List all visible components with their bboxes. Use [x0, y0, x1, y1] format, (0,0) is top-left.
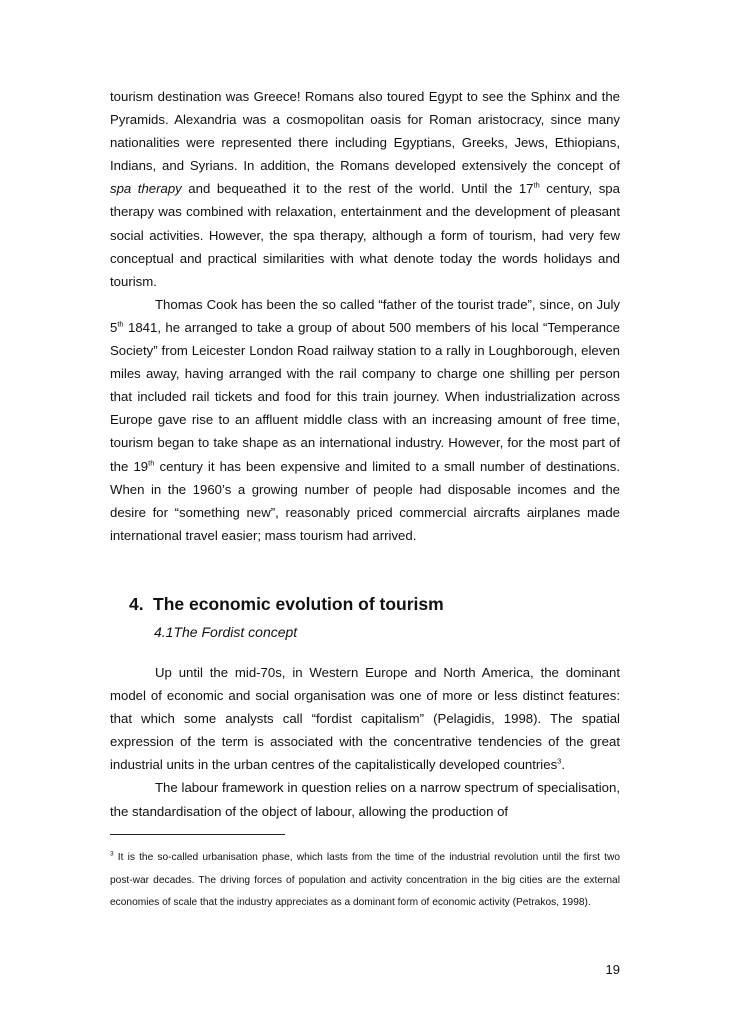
- footnote: [110, 847, 620, 915]
- paragraph-thomas-cook: [110, 293, 620, 547]
- section-number: 4.: [129, 594, 144, 614]
- page-number: 19: [605, 962, 620, 977]
- footnote-text: It is the so-called urbanisation phase, which lasts from the time of the industrial revolution until the first two post-war decades. The driving forces of population and activity concentration in the big cities are the external economies of scale that the industry appreciates as a dominant form of economic activity (Petrakos, 1998).: [110, 852, 620, 909]
- paragraph-text: and bequeathed it to the rest of the world. Until the 17: [181, 181, 534, 197]
- footnote-divider: [110, 834, 285, 835]
- paragraph-fordist: [110, 661, 620, 776]
- footnote-marker: 3: [110, 850, 114, 858]
- paragraph-text: century it has been expensive and limited to a small number of destinations. When in the 1960’s a growing number of people had disposable incomes and the desire for “something new”, reasonably priced commercial aircrafts airplanes made international travel easier; mass tourism had arrived.: [110, 458, 620, 543]
- footnote-reference: 3: [557, 756, 562, 766]
- paragraph-text: The labour framework in question relies on a narrow spectrum of specialisation, the standardisation of the object of labour, allowing the production of: [110, 780, 620, 819]
- paragraph-text: century, spa therapy was combined with relaxation, entertainment and the development of pleasant social activities. However, the spa therapy, although a form of tourism, had very few conceptual and practical similarities with what denote today the words holidays and tourism.: [110, 181, 620, 289]
- body-text-upper: [110, 85, 620, 547]
- paragraph-text: Thomas Cook has been the so called “father of the tourist trade”, since, on July 5: [110, 296, 620, 335]
- emphasis-spa-therapy: spa therapy: [110, 181, 182, 197]
- paragraph-text: Up until the mid-70s, in Western Europe and North America, the dominant model of economic and social organisation was one of more or less distinct features: that which some analysts call “fordist capitalism” (Pelagidis, 1998). The spatial expression of the term is associated with the concentrative tendencies of the great industrial units in the urban centres of the capitalistically developed countries: [110, 665, 620, 773]
- paragraph-text: 1841, he arranged to take a group of about 500 members of his local “Temperance Society” from Leicester London Road railway station to a rally in Loughborough, eleven miles away, having arranged with the rail company to charge one shilling per person that included rail tickets and food for this train journey. When industrialization across Europe gave rise to an affluent middle class with an increasing amount of free time, tourism began to take shape as an international industry. However, for the most part of the 19: [110, 319, 620, 474]
- paragraph-text: tourism destination was Greece! Romans also toured Egypt to see the Sphinx and the Pyramids. Alexandria was a cosmopolitan oasis for Roman aristocracy, since many nationalities were represented there including Egyptians, Greeks, Jews, Ethiopians, Indians, and Syrians. In addition, the Romans developed extensively the concept of: [110, 89, 620, 174]
- paragraph-text: .: [561, 757, 566, 773]
- paragraph-labour: [110, 776, 620, 822]
- section-heading: [129, 593, 444, 615]
- subsection-heading: 4.1The Fordist concept: [154, 624, 298, 640]
- superscript: th: [117, 319, 124, 329]
- section-title: The economic evolution of tourism: [153, 594, 444, 614]
- superscript: th: [533, 180, 540, 190]
- superscript: th: [148, 458, 155, 468]
- paragraph-roman-tourism: [110, 85, 620, 293]
- body-text-lower: [110, 661, 620, 823]
